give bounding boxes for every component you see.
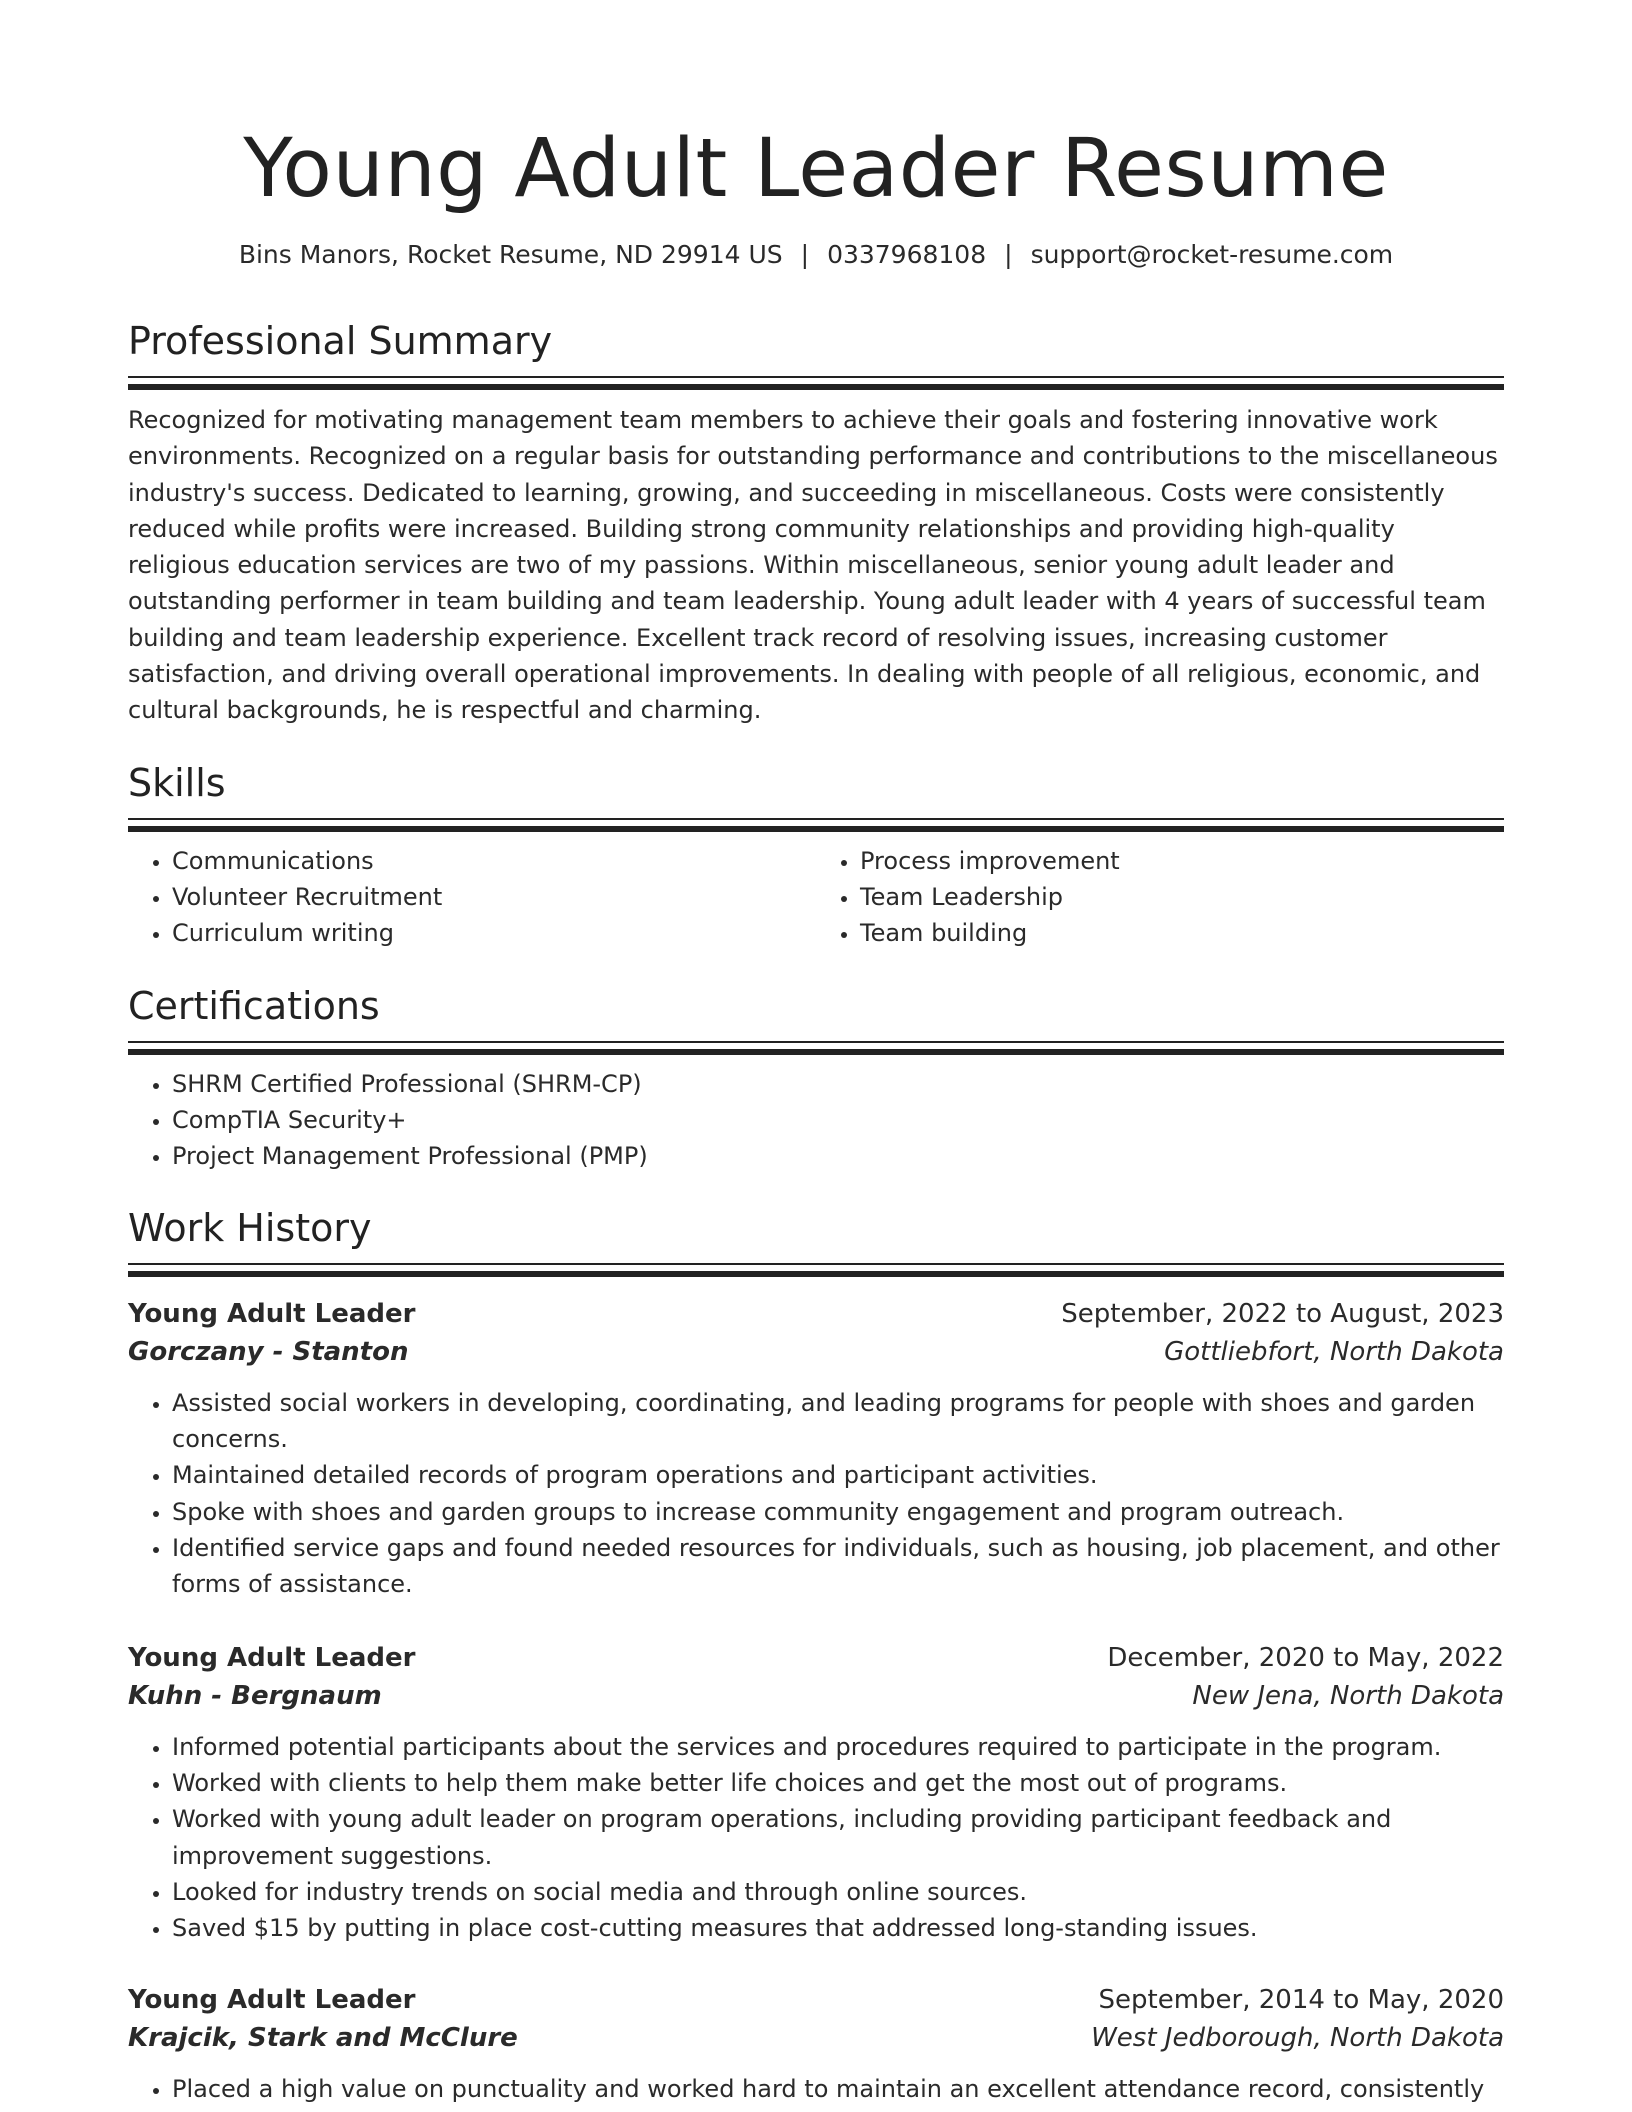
job-location: Gottliebfort, North Dakota <box>1164 1337 1504 1367</box>
job-company-row <box>128 1333 1504 1371</box>
skills-list-left <box>128 843 816 952</box>
contact-phone: 0337968108 <box>827 240 987 269</box>
section-divider <box>128 1041 1504 1055</box>
job-bullet: • Informed potential participants about the services and procedures required to participate in the program. <box>172 1729 1504 1765</box>
work-history-section <box>128 1205 1504 1277</box>
job-company-row <box>128 2019 1504 2057</box>
skill-item: • Team Leadership <box>860 879 1504 915</box>
job-bullets <box>128 1729 1504 1946</box>
contact-email: support@rocket-resume.com <box>1030 240 1394 269</box>
certification-item: • CompTIA Security+ <box>172 1102 1504 1138</box>
job-entry <box>128 1639 1504 1946</box>
section-divider <box>128 818 1504 832</box>
job-dates: December, 2020 to May, 2022 <box>1107 1643 1504 1673</box>
section-heading-certifications: Certifications <box>128 984 380 1028</box>
summary-section <box>128 318 1504 729</box>
contact-separator: | <box>800 240 810 269</box>
certifications-list <box>128 1066 1504 1175</box>
section-divider <box>128 376 1504 390</box>
job-title: Young Adult Leader <box>128 1643 416 1673</box>
certification-item: • SHRM Certified Professional (SHRM-CP) <box>172 1066 1504 1102</box>
summary-text: Recognized for motivating management team members to achieve their goals and fostering innovative work environments. Recognized on a regular basis for outstanding performance and contributions to the miscellaneous industry's success. Dedicated to learning, growing, and succeeding in miscellaneous. Costs were consistently reduced while profits were increased. Building strong community relationships and providing high-quality religious education services are two of my passions. Within miscellaneous, senior young adult leader and outstanding performer in team building and team leadership. Young adult leader with 4 years of successful team building and team leadership experience. Excellent track record of resolving issues, increasing customer satisfaction, and driving overall operational improvements. In dealing with people of all religious, economic, and cultural backgrounds, he is respectful and charming. <box>128 406 1498 725</box>
job-company: Gorczany - Stanton <box>128 1337 409 1367</box>
job-header-row <box>128 1295 1504 1333</box>
job-location: New Jena, North Dakota <box>1192 1681 1504 1711</box>
certification-item: • Project Management Professional (PMP) <box>172 1138 1504 1174</box>
job-entry <box>128 1981 1504 2107</box>
job-bullets <box>128 1385 1504 1602</box>
job-bullet: • Worked with clients to help them make better life choices and get the most out of programs. <box>172 1765 1504 1801</box>
skills-section <box>128 760 1504 952</box>
job-entry <box>128 1295 1504 1602</box>
job-bullet: • Placed a high value on punctuality and worked hard to maintain an excellent attendance record, consistently <box>172 2071 1504 2107</box>
section-heading-summary: Professional Summary <box>128 319 553 363</box>
job-dates: September, 2022 to August, 2023 <box>1061 1299 1504 1329</box>
job-company: Krajcik, Stark and McClure <box>128 2023 518 2053</box>
job-dates: September, 2014 to May, 2020 <box>1098 1985 1504 2015</box>
job-bullet: • Identified service gaps and found needed resources for individuals, such as housing, job placement, and other forms of assistance. <box>172 1530 1504 1602</box>
job-bullet: • Looked for industry trends on social media and through online sources. <box>172 1874 1504 1910</box>
contact-address: Bins Manors, Rocket Resume, ND 29914 US <box>238 240 783 269</box>
job-header-row <box>128 1639 1504 1677</box>
job-bullets <box>128 2071 1504 2107</box>
job-bullet: • Worked with young adult leader on program operations, including providing participant feedback and improvement suggestions. <box>172 1801 1504 1873</box>
job-bullet: • Assisted social workers in developing, coordinating, and leading programs for people with shoes and garden concerns. <box>172 1385 1504 1457</box>
certifications-section <box>128 983 1504 1175</box>
job-bullet: • Maintained detailed records of program operations and participant activities. <box>172 1457 1504 1493</box>
skill-item: • Curriculum writing <box>172 915 816 951</box>
skill-item: • Volunteer Recruitment <box>172 879 816 915</box>
section-heading-work-history: Work History <box>128 1206 372 1250</box>
skill-item: • Team building <box>860 915 1504 951</box>
job-company-row <box>128 1677 1504 1715</box>
skill-item: • Process improvement <box>860 843 1504 879</box>
skills-grid <box>128 843 1504 952</box>
section-heading-skills: Skills <box>128 761 226 805</box>
job-bullet: • Spoke with shoes and garden groups to increase community engagement and program outreach. <box>172 1494 1504 1530</box>
job-title: Young Adult Leader <box>128 1299 416 1329</box>
job-bullet: • Saved $15 by putting in place cost-cutting measures that addressed long-standing issues. <box>172 1910 1504 1946</box>
job-location: West Jedborough, North Dakota <box>1091 2023 1504 2053</box>
contact-line <box>0 240 1632 269</box>
job-company: Kuhn - Bergnaum <box>128 1681 382 1711</box>
job-title: Young Adult Leader <box>128 1985 416 2015</box>
section-divider <box>128 1263 1504 1277</box>
contact-separator: | <box>1004 240 1013 269</box>
job-header-row <box>128 1981 1504 2019</box>
resume-title: Young Adult Leader Resume <box>243 122 1389 216</box>
skills-list-right <box>816 843 1504 952</box>
skill-item: • Communications <box>172 843 816 879</box>
